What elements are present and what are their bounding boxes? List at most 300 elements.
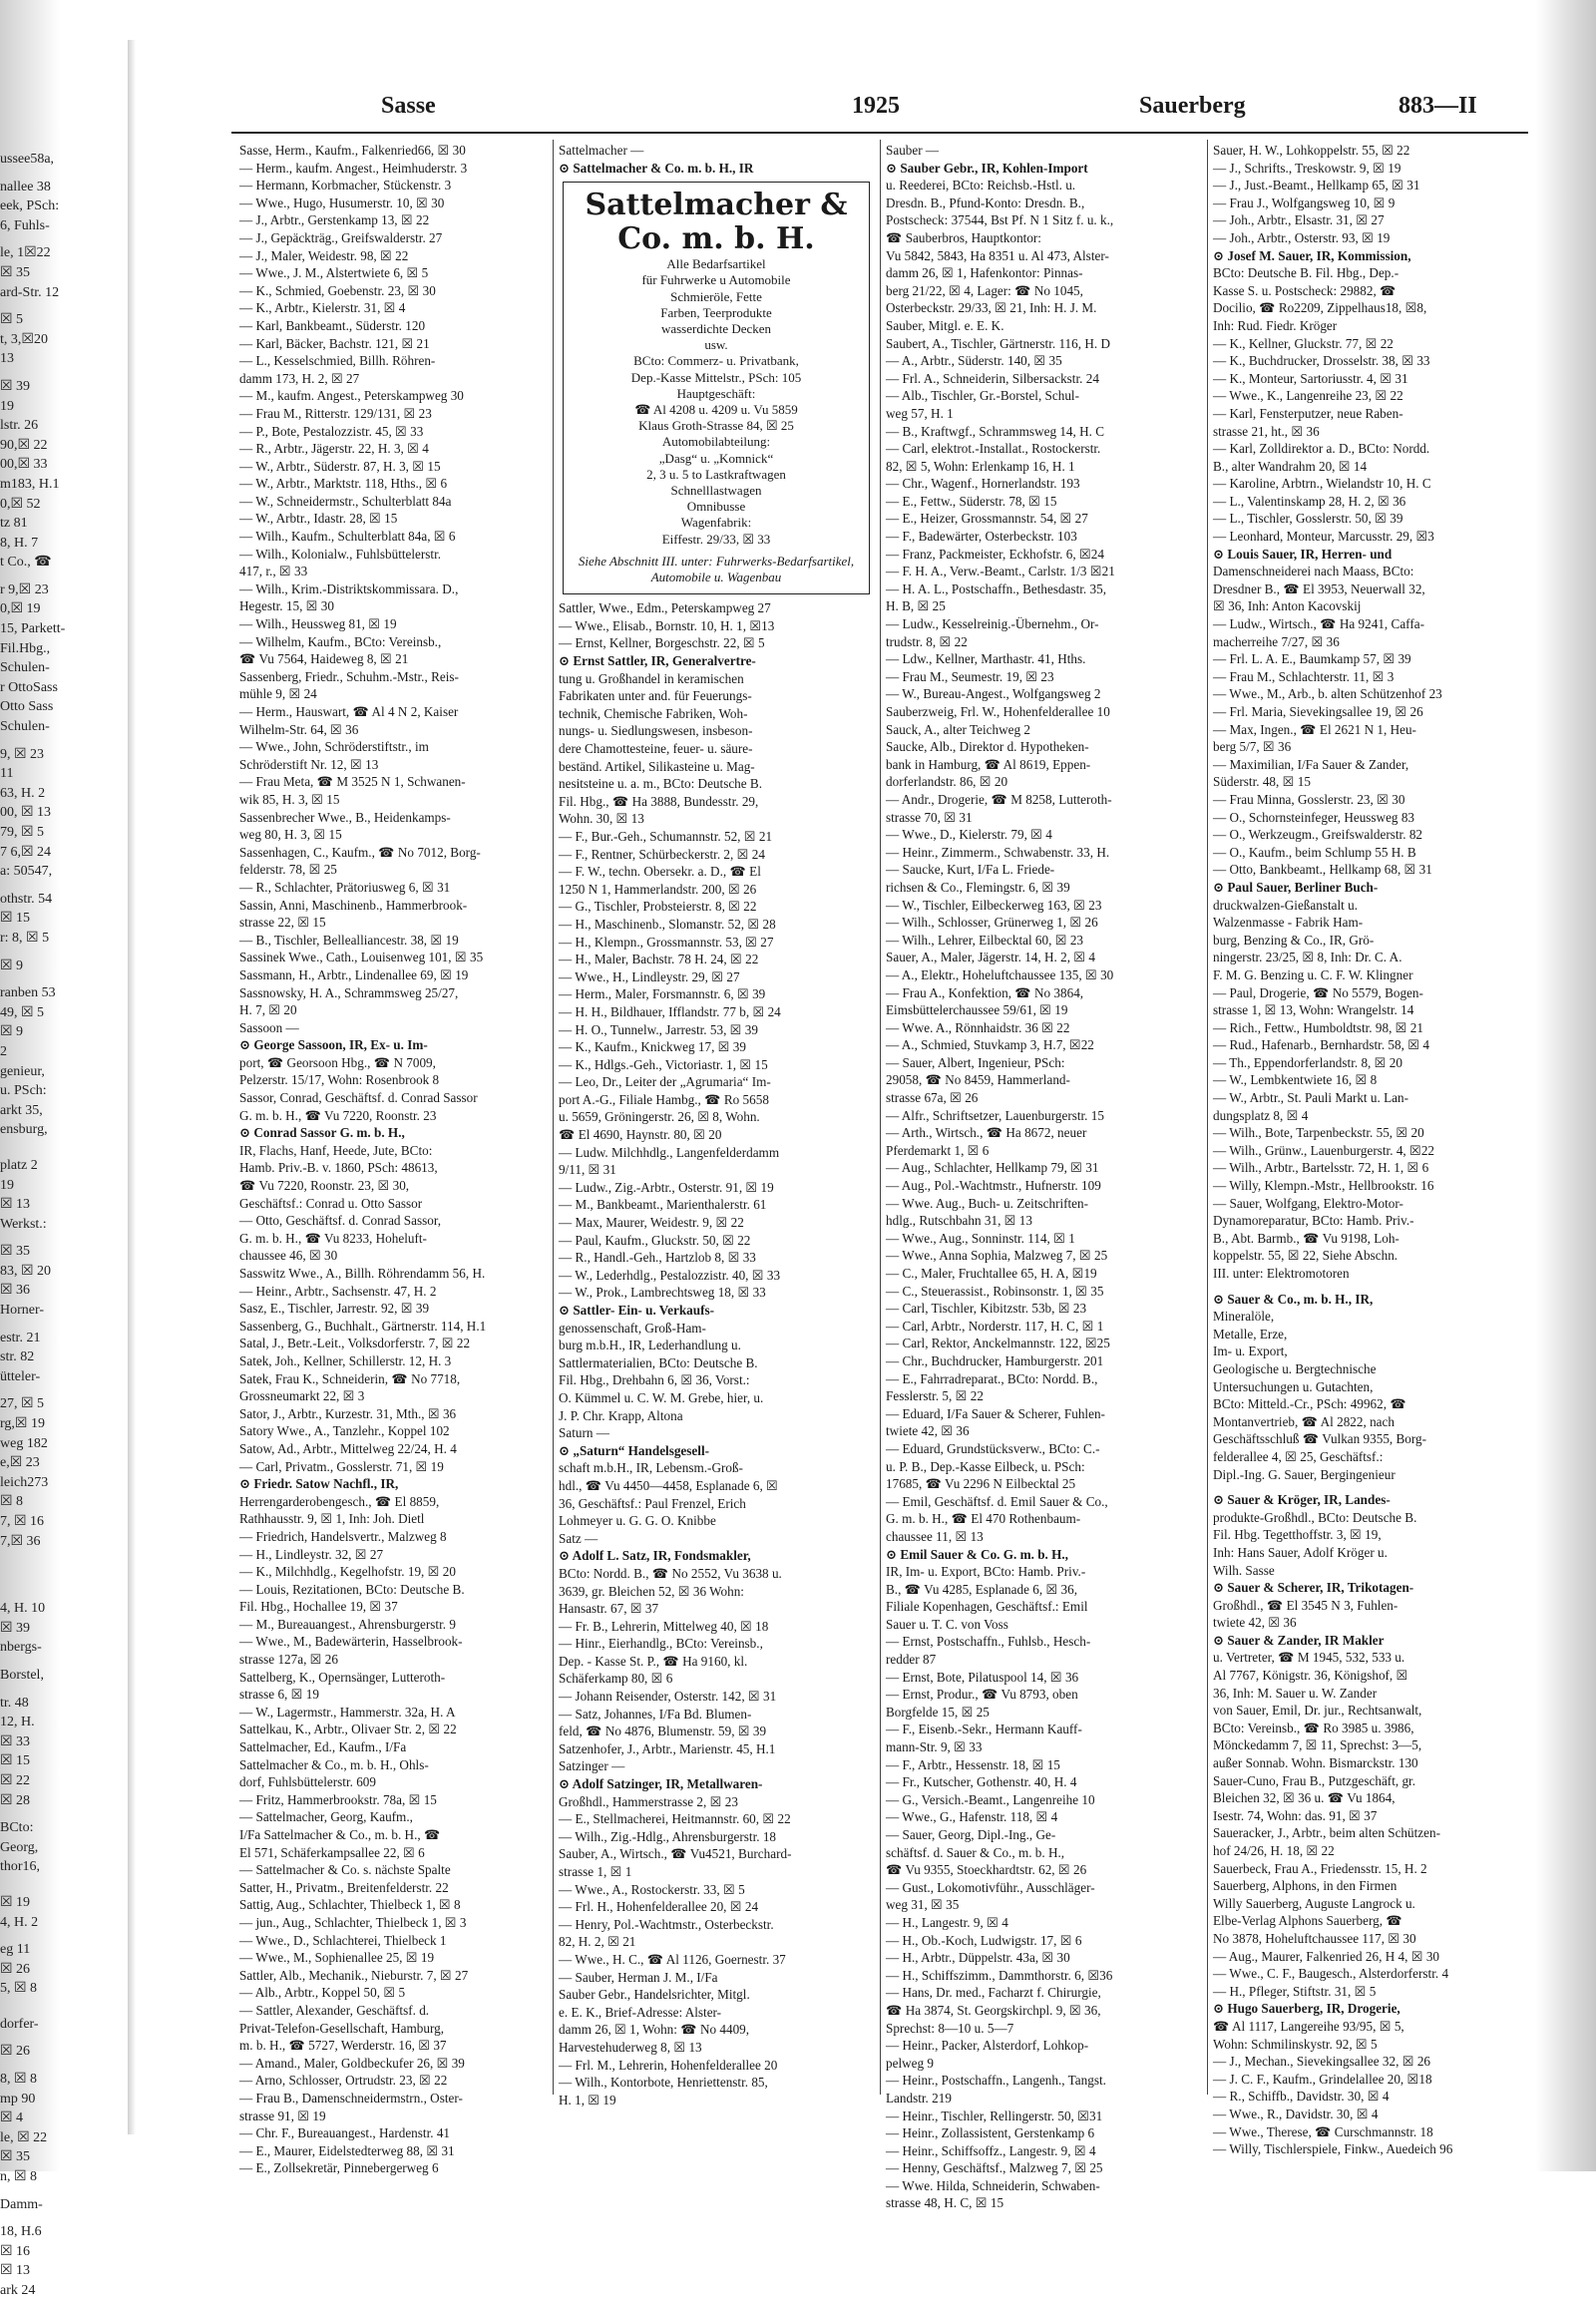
directory-entry-line: Wohn: Schmilinskystr. 92, ☒ 5 <box>1213 2036 1378 2052</box>
directory-entry-line: — H., Maler, Bachstr. 78 H. 24, ☒ 22 <box>559 952 759 967</box>
directory-entry-line: — Frl. Maria, Sievekingsallee 19, ☒ 26 <box>1213 704 1423 719</box>
directory-entry-line: ⊙ Hugo Sauerberg, IR, Drogerie, <box>1213 2001 1400 2017</box>
directory-entry-line: t Co., ☎ <box>0 555 52 571</box>
directory-entry-line: 19 <box>0 1177 14 1193</box>
directory-entry-line: ⊙ Ernst Sattler, IR, Generalvertre- <box>559 653 756 669</box>
directory-entry-line: — Sauer, Albert, Ingenieur, PSch: <box>886 1054 1065 1070</box>
ad-line: wasserdichte Decken <box>660 321 772 336</box>
directory-entry-line: — Frau Meta, ☎ M 3525 N 1, Schwanen- <box>239 774 466 790</box>
directory-entry-line <box>0 1877 125 1885</box>
directory-entry-line: 18, H.6 <box>0 2224 42 2240</box>
directory-entry-line: von Sauer, Emil, Dr. jur., Rechtsanwalt, <box>1213 1703 1422 1719</box>
directory-entry-line: Sauber, Mitgl. e. E. K. <box>886 317 1004 333</box>
directory-entry-line: ☎ Vu 7220, Roonstr. 23, ☒ 30, <box>239 1178 410 1194</box>
directory-entry-line: — Carl, Tischler, Kibitzstr. 53b, ☒ 23 <box>886 1301 1087 1317</box>
directory-entry-line <box>0 1999 125 2007</box>
directory-entry-line: Sassin, Anni, Maschinenb., Hammerbrook- <box>239 897 468 913</box>
directory-entry-line: — Frau B., Damenschneidermstrn., Oster- <box>239 2090 463 2106</box>
directory-entry-line: Satek, Frau K., Schneiderin, ☎ No 7718, <box>239 1370 461 1386</box>
directory-entry-line <box>1213 1483 1530 1491</box>
directory-entry-line: — Rich., Fettw., Humboldtstr. 98, ☒ 21 <box>1213 1019 1423 1035</box>
directory-entry-line: Isestr. 74, Wohn: das. 91, ☒ 37 <box>1213 1807 1378 1823</box>
directory-entry-line: Geschäftsschluß ☎ Vulkan 9355, Borg- <box>1213 1431 1427 1447</box>
directory-entry-line: — Ernst, Kellner, Borgeschstr. 22, ☒ 5 <box>559 635 765 651</box>
directory-entry-line: O. Kümmel u. C. W. M. Grebe, hier, u. <box>559 1389 764 1405</box>
directory-entry-line: rg,☒ 19 <box>0 1416 45 1432</box>
directory-entry-line <box>0 369 125 377</box>
directory-entry-line: — Wwe., Hugo, Husumerstr. 10, ☒ 30 <box>239 194 445 210</box>
directory-entry-line: — Frau M., Ritterstr. 129/131, ☒ 23 <box>239 405 432 421</box>
directory-entry-line: ensburg, <box>0 1122 48 1138</box>
directory-entry-line: El 571, Schäferkampsallee 22, ☒ 6 <box>239 1844 425 1860</box>
directory-entry-line <box>0 1810 125 1818</box>
directory-entry-line: — Otto, Geschäftsf. d. Conrad Sassor, <box>239 1213 442 1229</box>
directory-entry-line: — Wilh., Zig.-Hdlg., Ahrensburgerstr. 18 <box>559 1828 777 1844</box>
directory-entry-line: — Paul, Kaufm., Gluckstr. 50, ☒ 22 <box>559 1232 751 1248</box>
directory-entry-line: ☒ 15 <box>0 1753 31 1769</box>
directory-entry-line: — K., Monteur, Sartoriusstr. 4, ☒ 31 <box>1213 370 1408 386</box>
directory-entry-line: — Ernst, Bote, Pilatuspool 14, ☒ 36 <box>886 1669 1079 1685</box>
directory-entry-line: — Aug., Schlachter, Hellkamp 79, ☒ 31 <box>886 1160 1099 1176</box>
directory-entry-line <box>0 1686 125 1694</box>
ad-line: ☎ Al 4208 u. 4209 u. Vu 5859 <box>634 402 798 418</box>
directory-entry-line: — Alfr., Schriftsetzer, Lauenburgerstr. 15 <box>886 1107 1104 1123</box>
directory-entry-line: ☒ 36 <box>0 1283 31 1299</box>
directory-entry-line: ⊙ Sauber Gebr., IR, Kohlen-Import <box>886 160 1088 176</box>
directory-entry-line: Geschäftsf.: Conrad u. Otto Sassor <box>239 1195 423 1211</box>
directory-entry-line: strasse 70, ☒ 31 <box>886 809 973 825</box>
directory-entry-line: — Frau M., Schlachterstr. 11, ☒ 3 <box>1213 668 1395 684</box>
directory-entry-line: III. unter: Elektromotoren <box>1213 1266 1350 1281</box>
directory-entry-line: str. 82 <box>0 1349 35 1365</box>
directory-entry-line: Satter, H., Privatm., Breitenfelderstr. 22 <box>239 1879 449 1895</box>
directory-entry-line: le, ☒ 22 <box>0 2129 48 2145</box>
directory-entry-line: — Carl, Privatm., Gosslerstr. 71, ☒ 19 <box>239 1458 444 1474</box>
directory-entry-line <box>0 1885 125 1893</box>
directory-entry-line: ☒ 9 <box>0 958 24 973</box>
directory-entry-line: Fabrikaten unter and. für Feuerungs- <box>559 688 752 704</box>
directory-entry-line: Sauber, A., Wirtsch., ☎ Vu4521, Burchard- <box>559 1846 792 1862</box>
directory-entry-line: 13 <box>0 351 14 367</box>
directory-entry-line: — Wilh., Krim.-Distriktskommissara. D., <box>239 580 459 596</box>
directory-entry-line: — Ernst, Postschaffn., Fuhlsb., Hesch- <box>886 1634 1091 1650</box>
directory-entry-line: — Louis, Rezitationen, BCto: Deutsche B. <box>239 1581 465 1597</box>
directory-entry-line <box>0 2034 125 2042</box>
directory-entry-line: — G., Versich.-Beamt., Langenreihe 10 <box>886 1791 1095 1807</box>
directory-entry-line: lstr. 26 <box>0 418 39 434</box>
directory-entry-line: BCto: Mitteld.-Cr., PSch: 49962, ☎ <box>1213 1396 1406 1412</box>
directory-entry-line: Montanvertrieb, ☎ Al 2822, nach <box>1213 1413 1395 1429</box>
directory-entry-line: — J., Maler, Weidestr. 98, ☒ 22 <box>239 247 409 263</box>
directory-entry-line: Satzinger — <box>559 1758 625 1774</box>
directory-entry-line: Sattelberg, K., Opernsänger, Lutteroth- <box>239 1669 446 1685</box>
directory-entry-line: ☒ 5 <box>0 312 24 328</box>
header-right-keyword: Sauerberg <box>1139 93 1246 119</box>
directory-entry-line: Schulen- <box>0 719 50 735</box>
column-3 <box>886 142 1203 2211</box>
directory-entry-line: — Aug., Maurer, Falkenried 26, H 4, ☒ 30 <box>1213 1948 1440 1964</box>
directory-entry-line: Sasz, E., Tischler, Jarrestr. 92, ☒ 39 <box>239 1301 430 1317</box>
directory-entry-line: felderallee 4, ☒ 25, Geschäftsf.: <box>1213 1448 1384 1464</box>
directory-entry-line: Walzenmasse - Fabrik Ham- <box>1213 915 1364 931</box>
directory-entry-line: — C., Maler, Fruchtallee 65, H. A, ☒19 <box>886 1266 1097 1281</box>
directory-entry-line: — J., Schrifts., Treskowstr. 9, ☒ 19 <box>1213 160 1401 176</box>
directory-entry-line: dere Chamottesteine, feuer- u. säure- <box>559 741 753 756</box>
directory-entry-line <box>0 949 125 957</box>
directory-entry-line: — J., Gepäckträg., Greifswalderstr. 27 <box>239 229 443 245</box>
directory-entry-line: Rathhausstr. 9, ☒ 1, Inh: Joh. Dietl <box>239 1511 425 1527</box>
directory-entry-line: — Ldw., Kellner, Marthastr. 41, Hths. <box>886 651 1086 667</box>
ad-line: Automobilabteilung: <box>661 434 771 450</box>
directory-entry-line: IR, Im- u. Export, BCto: Hamb. Priv.- <box>886 1564 1086 1580</box>
directory-entry-line: ⊙ Emil Sauer & Co. G. m. b. H., <box>886 1546 1068 1562</box>
directory-entry-line: ☒ 22 <box>0 1772 31 1788</box>
directory-entry-line: — Fr., Kutscher, Gothenstr. 40, H. 4 <box>886 1774 1077 1790</box>
directory-entry-line: genossenschaft, Groß-Ham- <box>559 1320 706 1336</box>
directory-entry-line: Sassenhagen, C., Kaufm., ☎ No 7012, Borg- <box>239 844 481 860</box>
directory-entry-line: 1250 N 1, Hammerlandstr. 200, ☒ 26 <box>559 881 757 897</box>
sattelmacher-advertisement <box>563 182 870 594</box>
directory-entry-line: — O., Schornsteinfeger, Heussweg 83 <box>1213 809 1415 825</box>
directory-entry-line: Sassor, Conrad, Geschäftsf. d. Conrad Sassor <box>239 1090 478 1106</box>
directory-entry-line: nungs- u. Siedlungswesen, insbeson- <box>559 723 753 739</box>
directory-entry-line: — Sauer, Wolfgang, Elektro-Motor- <box>1213 1195 1403 1211</box>
directory-entry-line: — Eduard, I/Fa Sauer & Scherer, Fuhlen- <box>886 1405 1105 1421</box>
directory-entry-line: strasse 91, ☒ 19 <box>239 2108 326 2123</box>
directory-entry-line: Saturn — <box>559 1425 609 1441</box>
directory-entry-line: ranben 53 <box>0 985 56 1001</box>
directory-entry-line: — Wwe. Hilda, Schneiderin, Schwaben- <box>886 2177 1100 2193</box>
directory-entry-line: — Carl, Arbtr., Norderstr. 117, H. C, ☒ 1 <box>886 1318 1104 1334</box>
directory-entry-line: — Frl. L. A. E., Baumkamp 57, ☒ 39 <box>1213 651 1411 667</box>
directory-entry-line: Landstr. 219 <box>886 2090 952 2106</box>
directory-entry-line: redder 87 <box>886 1652 937 1668</box>
directory-entry-line: Geologische u. Bergtechnische <box>1213 1360 1377 1376</box>
column-divider <box>880 140 881 2095</box>
directory-entry-line: ☒ 26 <box>0 1961 31 1977</box>
directory-entry-line: trudstr. 8, ☒ 22 <box>886 633 968 649</box>
directory-entry-line: ütteler- <box>0 1368 41 1384</box>
directory-entry-line: strasse 1, ☒ 1 <box>559 1864 632 1879</box>
directory-entry-line: ☒ 39 <box>0 1620 31 1636</box>
column-divider <box>1207 140 1208 2095</box>
directory-entry-line: ⊙ „Saturn“ Handelsgesell- <box>559 1442 709 1458</box>
directory-entry-line: — Wilhelm, Kaufm., BCto: Vereinsb., <box>239 633 442 649</box>
ad-title: Sattelmacher & Co. m. b. H. <box>585 188 848 257</box>
directory-entry-line: Bleichen 32, ☒ 36 u. ☎ Vu 1864, <box>1213 1790 1396 1806</box>
directory-entry-line: t, 3,☒20 <box>0 331 48 347</box>
directory-entry-line: port, ☎ Georsoon Hbg., ☎ N 7009, <box>239 1054 436 1070</box>
directory-entry-line: Sauerbeck, Frau A., Friedensstr. 15, H. 2 <box>1213 1860 1427 1876</box>
directory-entry-line <box>0 235 125 243</box>
directory-entry-line: — Carl, Rektor, Anckelmannstr. 122, ☒25 <box>886 1336 1110 1351</box>
directory-entry-line: Sasse, Herm., Kaufm., Falkenried66, ☒ 30 <box>239 143 466 158</box>
directory-entry-line: chaussee 11, ☒ 13 <box>886 1528 984 1544</box>
directory-entry-line: Fil. Hbg., Hochallee 19, ☒ 37 <box>239 1599 398 1615</box>
directory-entry-line: 3639, gr. Bleichen 52, ☒ 36 Wohn: <box>559 1583 744 1599</box>
directory-entry-line: m. b. H., ☎ 5727, Werderstr. 16, ☒ 37 <box>239 2038 447 2054</box>
directory-entry-line: — Sattelmacher & Co. s. nächste Spalte <box>239 1862 451 1878</box>
directory-entry-line: H. B, ☒ 25 <box>886 598 946 614</box>
directory-entry-line: — Sauer, Georg, Dipl.-Ing., Ge- <box>886 1827 1056 1842</box>
directory-entry-line: hdl., ☎ Vu 4450—4458, Esplanade 6, ☒ <box>559 1477 778 1493</box>
directory-entry-line: estr. 21 <box>0 1330 41 1345</box>
directory-entry-line: — F., Arbtr., Hessenstr. 18, ☒ 15 <box>886 1756 1060 1772</box>
directory-entry-line: — W., Prok., Lambrechtsweg 18, ☒ 33 <box>559 1285 766 1301</box>
directory-entry-line: — E., Heizer, Grossmannstr. 54, ☒ 27 <box>886 511 1088 527</box>
directory-entry-line: — Wwe., Therese, ☎ Curschmannstr. 18 <box>1213 2123 1433 2139</box>
directory-entry-line: Sauerberg, Alphons, in den Firmen <box>1213 1878 1397 1894</box>
directory-entry-line: — Wwe., John, Schröderstiftstr., im <box>239 739 429 755</box>
directory-entry-line: Großhdl., ☎ El 3545 N 3, Fuhlen- <box>1213 1597 1398 1613</box>
directory-entry-line: — Wilh., Bote, Tarpenbeckstr. 55, ☒ 20 <box>1213 1125 1424 1141</box>
directory-entry-line: Sassenberg, G., Buchhalt., Gärtnerstr. 114, H.1 <box>239 1318 487 1334</box>
directory-entry-line: — E., Stellmacherei, Heitmannstr. 60, ☒ 22 <box>559 1811 791 1827</box>
directory-entry-line: port A.-G., Filiale Hambg., ☎ Ro 5658 <box>559 1091 769 1107</box>
directory-entry-line: — K., Schmied, Goebenstr. 23, ☒ 30 <box>239 282 436 298</box>
directory-entry-line: Damenschneiderei nach Maass, BCto: <box>1213 564 1414 579</box>
directory-entry-line: — H. A. L., Postschaffn., Bethesdastr. 35, <box>886 580 1106 596</box>
directory-entry-line: Sauber — <box>886 143 940 158</box>
directory-entry-line: othstr. 54 <box>0 891 53 907</box>
directory-entry-line: weg 80, H. 3, ☒ 15 <box>239 827 342 843</box>
directory-entry-line: Sattig, Aug., Schlachter, Thielbeck 1, ☒ 8 <box>239 1897 461 1913</box>
directory-entry-line: hdlg., Rutschbahn 31, ☒ 13 <box>886 1213 1032 1229</box>
directory-entry-line: strasse 48, H. C, ☒ 15 <box>886 2195 1004 2211</box>
header-rule <box>231 132 1528 134</box>
directory-entry-line <box>0 1234 125 1242</box>
directory-entry-line: — Karl, Fensterputzer, neue Raben- <box>1213 405 1403 421</box>
directory-entry-line: — F. W., techn. Obersekr. a. D., ☎ El <box>559 864 761 880</box>
directory-entry-line: IR, Flachs, Hanf, Heede, Jute, BCto: <box>239 1142 433 1158</box>
ad-body <box>568 256 865 548</box>
ad-line: Wagenfabrik: <box>680 515 752 531</box>
directory-entry-line: tz 81 <box>0 516 28 532</box>
ad-line: Schnelllastwagen <box>670 483 762 499</box>
directory-entry-line: — Heinr., Postschaffn., Langenh., Tangst. <box>886 2073 1106 2089</box>
directory-entry-line: ☒ 35 <box>0 2149 31 2165</box>
directory-entry-line: — H. H., Bildhauer, Ifflandstr. 77 b, ☒ 24 <box>559 1003 781 1019</box>
directory-entry-line: 63, H. 2 <box>0 785 46 801</box>
directory-entry-line: — Hinr., Eierhandlg., BCto: Vereinsb., <box>559 1636 763 1652</box>
directory-entry-line: Dep. - Kasse St. P., ☎ Ha 9160, kl. <box>559 1653 748 1669</box>
directory-entry-line: — M., kaufm. Angest., Peterskampweg 30 <box>239 388 464 404</box>
directory-entry-line: ard-Str. 12 <box>0 284 60 300</box>
directory-entry-line: 82, ☒ 5, Wohn: Erlenkamp 16, H. 1 <box>886 458 1075 474</box>
directory-entry-line: eg 11 <box>0 1942 31 1958</box>
directory-entry-line: — K., Kellner, Gluckstr. 77, ☒ 22 <box>1213 335 1394 351</box>
directory-entry-line: Satow, Ad., Arbtr., Mittelweg 22/24, H. 4 <box>239 1440 457 1456</box>
directory-entry-line: H. 7, ☒ 20 <box>239 1002 297 1018</box>
directory-entry-line: strasse 1, ☒ 13, Wohn: Wrangelstr. 14 <box>1213 1002 1414 1018</box>
directory-entry-line: Horner- <box>0 1303 45 1319</box>
directory-entry-line: ☒ 13 <box>0 1197 31 1213</box>
directory-entry-line: Sauberzweig, Frl. W., Hohenfelderallee 10 <box>886 704 1110 719</box>
directory-entry-line: 82, H. 2, ☒ 21 <box>559 1934 636 1950</box>
directory-entry-line: genieur, <box>0 1063 45 1079</box>
directory-entry-line: — Wilh., Schlosser, Grünerweg 1, ☒ 26 <box>886 915 1098 931</box>
directory-entry-line <box>0 2007 125 2015</box>
ad-line: BCto: Commerz- u. Privatbank, <box>633 353 799 369</box>
directory-entry-line: Sauer, H. W., Lohkoppelstr. 55, ☒ 22 <box>1213 143 1410 158</box>
directory-entry-line: dorferlandstr. 86, ☒ 20 <box>886 774 1008 790</box>
directory-entry-line: ☒ 36, Inh: Anton Kacovskij <box>1213 598 1362 614</box>
directory-entry-line: — Th., Eppendorferlandstr. 8, ☒ 20 <box>1213 1054 1402 1070</box>
directory-entry-line: 6, Fuhls- <box>0 217 50 233</box>
directory-entry-line: — Wwe., D., Kielerstr. 79, ☒ 4 <box>886 827 1052 843</box>
directory-entry-line: ⊙ Sauer & Scherer, IR, Trikotagen- <box>1213 1580 1414 1596</box>
directory-entry-line: — Otto, Bankbeamt., Hellkamp 68, ☒ 31 <box>1213 862 1432 878</box>
directory-entry-line: Satal, J., Betr.-Leit., Volksdorferstr. 7, ☒ 22 <box>239 1336 471 1351</box>
directory-entry-line: — Leonhard, Monteur, Marcusstr. 29, ☒3 <box>1213 529 1434 545</box>
directory-entry-line: — R., Schiffb., Davidstr. 30, ☒ 4 <box>1213 2089 1390 2105</box>
directory-entry-line: — Wwe., R., Davidstr. 30, ☒ 4 <box>1213 2106 1379 2121</box>
directory-entry-line: ⊙ Sauer & Co., m. b. H., IR, <box>1213 1291 1374 1307</box>
directory-entry-line: — F., Eisenb.-Sekr., Hermann Kauff- <box>886 1722 1082 1737</box>
directory-entry-line: nallee 38 <box>0 179 51 194</box>
directory-entry-line: Fesslerstr. 5, ☒ 22 <box>886 1388 984 1404</box>
directory-entry-line: ☎ Ha 3874, St. Georgskirchpl. 9, ☒ 36, <box>886 2002 1101 2018</box>
directory-entry-line: 0,☒ 19 <box>0 601 41 617</box>
directory-entry-line: Sattler, Alb., Mechanik., Nieburstr. 7, ☒ 27 <box>239 1967 469 1983</box>
directory-entry-line: — Frau J., Wolfgangsweg 10, ☒ 9 <box>1213 194 1396 210</box>
directory-entry-line: G. m. b. H., ☎ Vu 8233, Hoheluft- <box>239 1230 427 1246</box>
directory-entry-line: — O., Werkzeugm., Greifswalderstr. 82 <box>1213 827 1423 843</box>
directory-entry-line: — G., Tischler, Probsteierstr. 8, ☒ 22 <box>559 899 757 915</box>
directory-entry-line: ☒ 16 <box>0 2243 31 2259</box>
directory-entry-line: — Henny, Geschäftsf., Malzweg 7, ☒ 25 <box>886 2160 1103 2176</box>
directory-entry-line: damm 26, ☒ 1, Wohn: ☎ No 4409, <box>559 2022 750 2038</box>
directory-entry-line: B., ☎ Vu 4285, Esplanade 6, ☒ 36, <box>886 1581 1078 1597</box>
directory-entry-line: 83, ☒ 20 <box>0 1263 52 1279</box>
directory-entry-line: 9/11, ☒ 31 <box>559 1162 616 1178</box>
directory-entry-line: — Maximilian, I/Fa Sauer & Zander, <box>1213 756 1409 772</box>
directory-entry-line: — Max, Maurer, Weidestr. 9, ☒ 22 <box>559 1215 744 1231</box>
ad-line: usw. <box>704 337 728 353</box>
directory-entry-line: — J., Arbtr., Gerstenkamp 13, ☒ 22 <box>239 212 430 228</box>
directory-entry-line: — A., Elektr., Hoheluftchaussee 135, ☒ 30 <box>886 966 1114 982</box>
directory-entry-line: Sassinek Wwe., Cath., Louisenweg 101, ☒ 35 <box>239 950 484 965</box>
directory-entry-line: — Heinr., Packer, Alsterdorf, Lohkop- <box>886 2038 1089 2054</box>
directory-entry-line: ☒ 13 <box>0 2263 31 2279</box>
directory-entry-line: n, ☒ 8 <box>0 2169 38 2185</box>
directory-entry-line: — Heinr., Schiffsoffz., Langestr. 9, ☒ 4 <box>886 2142 1096 2158</box>
directory-entry-line: Fil.Hbg., <box>0 640 51 656</box>
directory-entry-line: Satek, Joh., Kellner, Schillerstr. 12, H. 3 <box>239 1352 452 1368</box>
directory-entry-line: Kasse S. u. Postscheck: 29882, ☎ <box>1213 282 1396 298</box>
directory-entry-line: BCto: Nordd. B., ☎ No 2552, Vu 3638 u. <box>559 1565 782 1581</box>
directory-entry-line: Herrengarderobengesch., ☎ El 8859, <box>239 1493 440 1509</box>
directory-entry-line: — L., Kesselschmied, Billh. Röhren- <box>239 353 436 369</box>
directory-entry-line: G. m. b. H., ☎ El 470 Rothenbaum- <box>886 1511 1081 1527</box>
column-divider <box>553 140 554 2095</box>
directory-entry-line: Hamb. Priv.-B. v. 1860, PSch: 48613, <box>239 1160 438 1176</box>
directory-entry-line: pelweg 9 <box>886 2055 934 2071</box>
directory-entry-line: — A., Arbtr., Süderstr. 140, ☒ 35 <box>886 353 1062 369</box>
column-4 <box>1213 142 1530 2157</box>
directory-entry-line: Dipl.-Ing. G. Sauer, Bergingenieur <box>1213 1466 1396 1482</box>
directory-entry-line: BCto: Deutsche B. Fil. Hbg., Dep.- <box>1213 265 1399 281</box>
directory-entry-line: 11 <box>0 766 14 782</box>
directory-entry-line: Sauer, A., Maler, Jägerstr. 14, H. 2, ☒ 4 <box>886 950 1096 965</box>
directory-entry-line: — Frau M., Seumestr. 19, ☒ 23 <box>886 668 1054 684</box>
directory-entry-line <box>0 882 125 890</box>
directory-entry-line: H. 1, ☒ 19 <box>559 2092 616 2108</box>
directory-entry-line: — E., Maurer, Eidelstedterweg 88, ☒ 31 <box>239 2142 455 2158</box>
directory-entry-line: ⊙ Sattelmacher & Co. m. b. H., IR <box>559 160 754 176</box>
left-page-fragments <box>0 150 125 2298</box>
directory-entry-line: Sattler, Wwe., Edm., Peterskampweg 27 <box>559 600 771 616</box>
directory-entry-line: — Eduard, Grundstücksverw., BCto: C.- <box>886 1440 1100 1456</box>
ad-line: Omnibusse <box>686 499 746 515</box>
directory-entry-line: — W., Schneidermstr., Schulterblatt 84a <box>239 493 452 509</box>
directory-entry-line: wik 85, H. 3, ☒ 15 <box>239 791 340 807</box>
directory-entry-line: — Leo, Dr., Leiter der „Agrumaria“ Im- <box>559 1074 771 1090</box>
directory-entry-line: — Wilh., Grünw., Lauenburgerstr. 4, ☒22 <box>1213 1142 1435 1158</box>
directory-entry-line: Mineralöle, <box>1213 1309 1275 1325</box>
directory-entry-line <box>0 2214 125 2222</box>
directory-entry-line: schaft m.b.H., IR, Lebensm.-Groß- <box>559 1460 743 1476</box>
directory-entry-line: — H., Lindleystr. 32, ☒ 27 <box>239 1546 384 1562</box>
directory-entry-line: Süderstr. 48, ☒ 15 <box>1213 774 1311 790</box>
directory-entry-line: thor16, <box>0 1859 41 1875</box>
directory-entry-line: — A., Schmied, Stuvkamp 3, H.7, ☒22 <box>886 1037 1094 1053</box>
directory-entry-line: — Rud., Hafenarb., Bernhardstr. 58, ☒ 4 <box>1213 1037 1429 1053</box>
directory-entry-line <box>0 737 125 745</box>
directory-entry-line: Pferdemarkt 1, ☒ 6 <box>886 1142 990 1158</box>
directory-entry-line: ☎ Al 1117, Langereihe 93/95, ☒ 5, <box>1213 2018 1404 2034</box>
directory-entry-line: — Wwe., J. M., Alstertwiete 6, ☒ 5 <box>239 265 429 281</box>
directory-entry-line: ⊙ Adolf L. Satz, IR, Fondsmakler, <box>559 1548 751 1564</box>
directory-entry-line: Schäferkamp 80, ☒ 6 <box>559 1671 673 1687</box>
directory-entry-line: 19 <box>0 398 14 414</box>
directory-entry-line: — Wwe., G., Hafenstr. 118, ☒ 4 <box>886 1809 1058 1825</box>
ad-line: Farben, Teerprodukte <box>660 304 772 320</box>
directory-entry-line: — Wwe., M., Sophienallee 25, ☒ 19 <box>239 1950 435 1966</box>
directory-entry-line <box>0 1575 125 1583</box>
directory-entry-line: ⊙ Sauer & Kröger, IR, Landes- <box>1213 1492 1391 1508</box>
directory-entry-line: weg 182 <box>0 1435 48 1451</box>
column-1 <box>239 142 557 2176</box>
directory-entry-line <box>0 170 125 178</box>
directory-entry-line: e. E. K., Brief-Adresse: Alster- <box>559 2004 722 2020</box>
directory-entry-line: 79, ☒ 5 <box>0 825 45 840</box>
directory-entry-line: 7 6,☒ 24 <box>0 844 52 860</box>
directory-entry-line: Hegestr. 15, ☒ 30 <box>239 598 334 614</box>
right-page-edge <box>1536 0 1596 2171</box>
directory-entry-line: — Wwe., Elisab., Bornstr. 10, H. 1, ☒13 <box>559 617 775 633</box>
directory-entry-line: ☒ 35 <box>0 1244 31 1260</box>
directory-entry-line: ningerstr. 23/25, ☒ 8, Inh: Dr. C. A. <box>1213 950 1402 965</box>
directory-entry-line: Sassmann, H., Arbtr., Lindenallee 69, ☒ 19 <box>239 966 469 982</box>
directory-entry-line: r 9,☒ 23 <box>0 581 49 597</box>
directory-entry-line: — Amand., Maler, Goldbeckufer 26, ☒ 39 <box>239 2055 465 2071</box>
directory-entry-line: ⊙ Paul Sauer, Berliner Buch- <box>1213 879 1379 895</box>
directory-entry-line: strasse 127a, ☒ 26 <box>239 1652 338 1668</box>
directory-entry-line: — K., Hdlgs.-Geh., Victoriastr. 1, ☒ 15 <box>559 1056 768 1072</box>
directory-entry-line: druckwalzen-Gießanstalt u. <box>1213 897 1359 913</box>
directory-entry-line: tung u. Großhandel in keramischen <box>559 670 744 686</box>
directory-entry-line: — H., Pfleger, Stiftstr. 31, ☒ 5 <box>1213 1983 1377 1999</box>
directory-entry-line: ☒ 4 <box>0 2110 24 2126</box>
directory-entry-line: — Sauber, Herman J. M., I/Fa <box>559 1969 718 1985</box>
directory-entry-line: Docilio, ☎ Ro2209, Zippelhaus18, ☒8, <box>1213 300 1427 316</box>
directory-entry-line: Sattelmacher & Co., m. b. H., Ohls- <box>239 1756 429 1772</box>
directory-entry-line: Willy Sauerberg, Auguste Langrock u. <box>1213 1895 1415 1911</box>
directory-entry-line: Schulen- <box>0 660 50 676</box>
book-fold <box>128 40 136 2134</box>
directory-entry-line: J. P. Chr. Krapp, Altona <box>559 1407 683 1423</box>
